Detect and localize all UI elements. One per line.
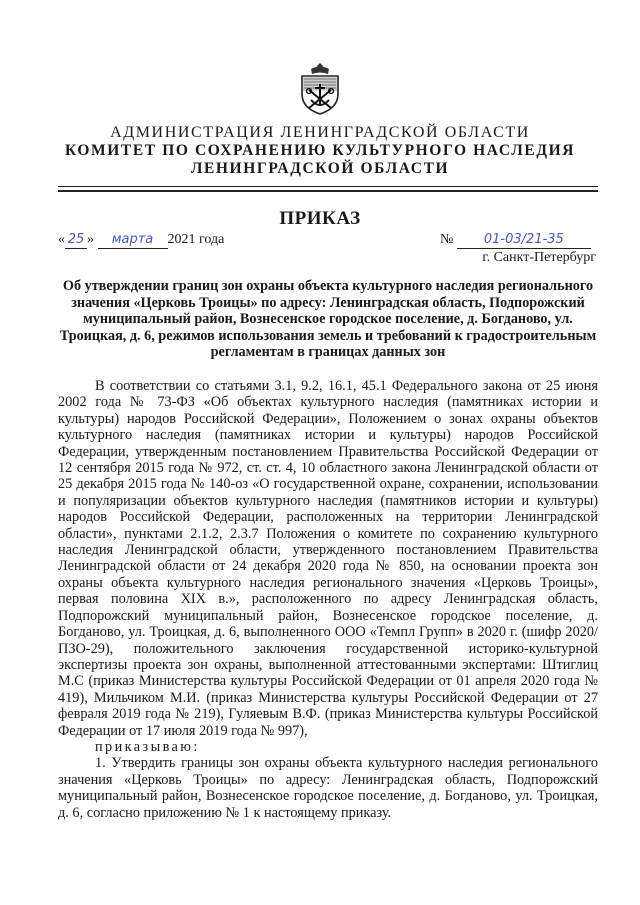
order-date	[58, 232, 224, 249]
committee-name: КОМИТЕТ ПО СОХРАНЕНИЮ КУЛЬТУРНОГО НАСЛЕДИЯ	[64, 142, 576, 159]
header-divider-thick	[58, 190, 598, 192]
orders-word: приказываю:	[95, 738, 200, 755]
order-body	[58, 378, 598, 821]
date-close-quote: »	[87, 232, 94, 247]
region-name: ЛЕНИНГРАДСКОЙ ОБЛАСТИ	[190, 160, 450, 177]
date-day: 25	[65, 232, 87, 249]
date-open-quote: «	[58, 232, 65, 247]
coat-of-arms-emblem	[297, 60, 343, 116]
order-number	[440, 232, 591, 249]
administration-name: АДМИНИСТРАЦИЯ ЛЕНИНГРАДСКОЙ ОБЛАСТИ	[110, 124, 530, 141]
preamble-paragraph: В соответствии со статьями 3.1, 9.2, 16.1, 45.1 Федерального закона от 25 июня 2002 года № 73-ФЗ «Об объектах культурного наследия (памятниках истории и культуры) народов Российской Федерации», Положением о зонах охраны объектов культурного наследия (памятниках истории и культуры) народов Российской Федерации, утвержденным постановлением Правительства Российской Федерации от 12 сентября 2015 года № 972, ст. ст. 4, 10 областного закона Ленинградской области от 25 декабря 2015 года № 140-оз «О государственной охране, сохранении, использовании и популяризации объектов культурного наследия (памятников истории и культуры) народов Российской Федерации, расположенных на территории Ленинградской области», пунктами 2.1.2, 2.3.7 Положения о комитете по сохранению культурного наследия Ленинградской области, утвержденного постановлением Правительства Ленинградской области от 24 декабря 2020 года № 850, на основании проекта зон охраны объекта культурного наследия регионального значения «Церковь Троицы», первая половина XIX в.», расположенного по адресу Ленинградская область, Подпорожский муниципальный район, Вознесенское городское поселение, д. Богданово, ул. Троицкая, д. 6, выполненного ООО «Темпл Групп» в 2020 г. (шифр 2020/ПЗО-29), положительного заключения государственной историко-культурной экспертизы проекта зон охраны, выполненной аттестованными экспертами: Штиглиц М.С (приказ Министерства культуры Российской Федерации от 01 апреля 2020 года № 419), Мильчиком М.И. (приказ Министерства культуры Российской Федерации от 27 февраля 2019 года № 219), Гуляевым В.Ф. (приказ Министерства культуры Российской Федерации от 17 июля 2019 года № 997),	[58, 378, 598, 739]
order-subject: Об утверждении границ зон охраны объекта культурного наследия регионального значения «Церковь Троицы» по адресу: Ленинградская область, Подпорожский муниципальный район, Вознесенское городское поселение, д. Богданово, ул. Троицкая, д. 6, режимов использования земель и требований к градостроительным регламентам в границах данных зон	[59, 278, 597, 361]
date-year: 2021 года	[167, 232, 225, 247]
order-item-1: 1. Утвердить границы зон охраны объекта культурного наследия регионального значения «Церковь Троицы» по адресу: Ленинградская область, Подпорожский муниципальный район, Вознесенское городское поселение, д. Богданово, ул. Троицкая, д. 6, согласно приложению № 1 к настоящему приказу.	[58, 755, 598, 821]
number-sign: №	[440, 232, 454, 247]
header-divider-thin	[58, 186, 598, 187]
date-month: марта	[98, 232, 168, 249]
document-title: ПРИКАЗ	[279, 208, 361, 229]
city: г. Санкт-Петербург	[482, 250, 596, 265]
order-number-value: 01-03/21-35	[457, 232, 591, 249]
